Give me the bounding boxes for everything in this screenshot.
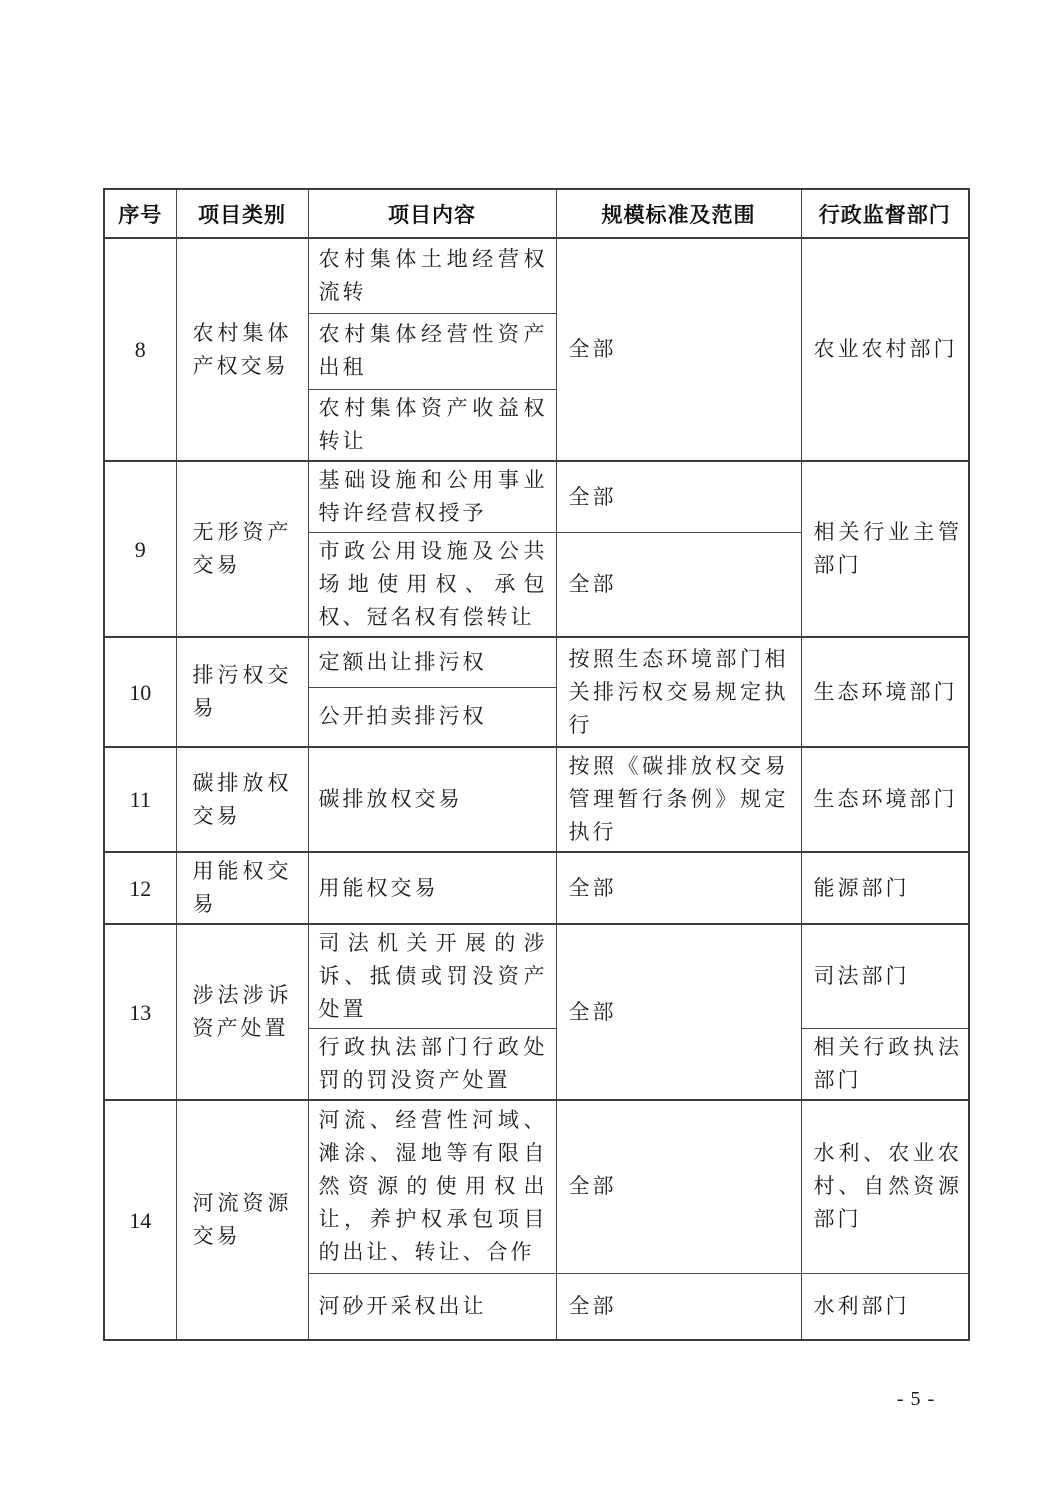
content-cell: 公开拍卖排污权 [308, 687, 556, 747]
dept-cell: 水利部门 [801, 1273, 969, 1340]
content-cell: 河流、经营性河域、滩涂、湿地等有限自然资源的使用权出让，养护权承包项目的出让、转让、合作 [308, 1100, 556, 1273]
scope-cell: 全部 [556, 533, 801, 638]
row-number-cell: 9 [104, 461, 176, 637]
category-cell: 无形资产交易 [176, 461, 308, 637]
project-category-table [103, 188, 970, 1341]
dept-cell: 水利、农业农村、自然资源部门 [801, 1100, 969, 1273]
dept-cell: 农业农村部门 [801, 238, 969, 461]
content-cell: 农村集体经营性资产出租 [308, 313, 556, 389]
dept-cell: 能源部门 [801, 852, 969, 924]
header-cell-content: 项目内容 [308, 189, 556, 238]
dept-cell: 相关行业主管部门 [801, 461, 969, 637]
category-cell: 碳排放权交易 [176, 747, 308, 852]
table-row [104, 924, 969, 1029]
category-cell: 用能权交易 [176, 852, 308, 924]
header-cell-dept: 行政监督部门 [801, 189, 969, 238]
row-number-cell: 13 [104, 924, 176, 1100]
row-number-cell: 11 [104, 747, 176, 852]
content-cell: 行政执法部门行政处罚的罚没资产处置 [308, 1029, 556, 1101]
row-number-cell: 12 [104, 852, 176, 924]
dept-cell: 相关行政执法部门 [801, 1029, 969, 1101]
category-cell: 排污权交易 [176, 637, 308, 747]
table-row [104, 238, 969, 313]
content-cell: 农村集体资产收益权转让 [308, 389, 556, 461]
content-cell: 用能权交易 [308, 852, 556, 924]
table-row [104, 637, 969, 687]
scope-cell: 全部 [556, 924, 801, 1100]
scope-cell: 按照《碳排放权交易管理暂行条例》规定执行 [556, 747, 801, 852]
header-cell-scope: 规模标准及范围 [556, 189, 801, 238]
content-cell: 基础设施和公用事业特许经营权授予 [308, 461, 556, 533]
page-number: - 5 - [896, 1388, 936, 1410]
table-row [104, 1100, 969, 1273]
category-cell: 涉法涉诉资产处置 [176, 924, 308, 1100]
scope-cell: 按照生态环境部门相关排污权交易规定执行 [556, 637, 801, 747]
content-cell: 定额出让排污权 [308, 637, 556, 687]
header-cell-category: 项目类别 [176, 189, 308, 238]
header-cell-no: 序号 [104, 189, 176, 238]
dept-cell: 生态环境部门 [801, 637, 969, 747]
scope-cell: 全部 [556, 1273, 801, 1340]
content-cell: 司法机关开展的涉诉、抵债或罚没资产处置 [308, 924, 556, 1029]
scope-cell: 全部 [556, 852, 801, 924]
content-cell: 市政公用设施及公共场地使用权、承包权、冠名权有偿转让 [308, 533, 556, 638]
table-row [104, 461, 969, 533]
content-cell: 碳排放权交易 [308, 747, 556, 852]
scope-cell: 全部 [556, 461, 801, 533]
category-cell: 河流资源交易 [176, 1100, 308, 1340]
table-row [104, 747, 969, 852]
row-number-cell: 8 [104, 238, 176, 461]
dept-cell: 司法部门 [801, 924, 969, 1029]
dept-cell: 生态环境部门 [801, 747, 969, 852]
table-header-row [104, 189, 969, 238]
scope-cell: 全部 [556, 1100, 801, 1273]
row-number-cell: 14 [104, 1100, 176, 1340]
category-cell: 农村集体产权交易 [176, 238, 308, 461]
content-cell: 农村集体土地经营权流转 [308, 238, 556, 313]
table-row [104, 852, 969, 924]
row-number-cell: 10 [104, 637, 176, 747]
scope-cell: 全部 [556, 238, 801, 461]
content-cell: 河砂开采权出让 [308, 1273, 556, 1340]
